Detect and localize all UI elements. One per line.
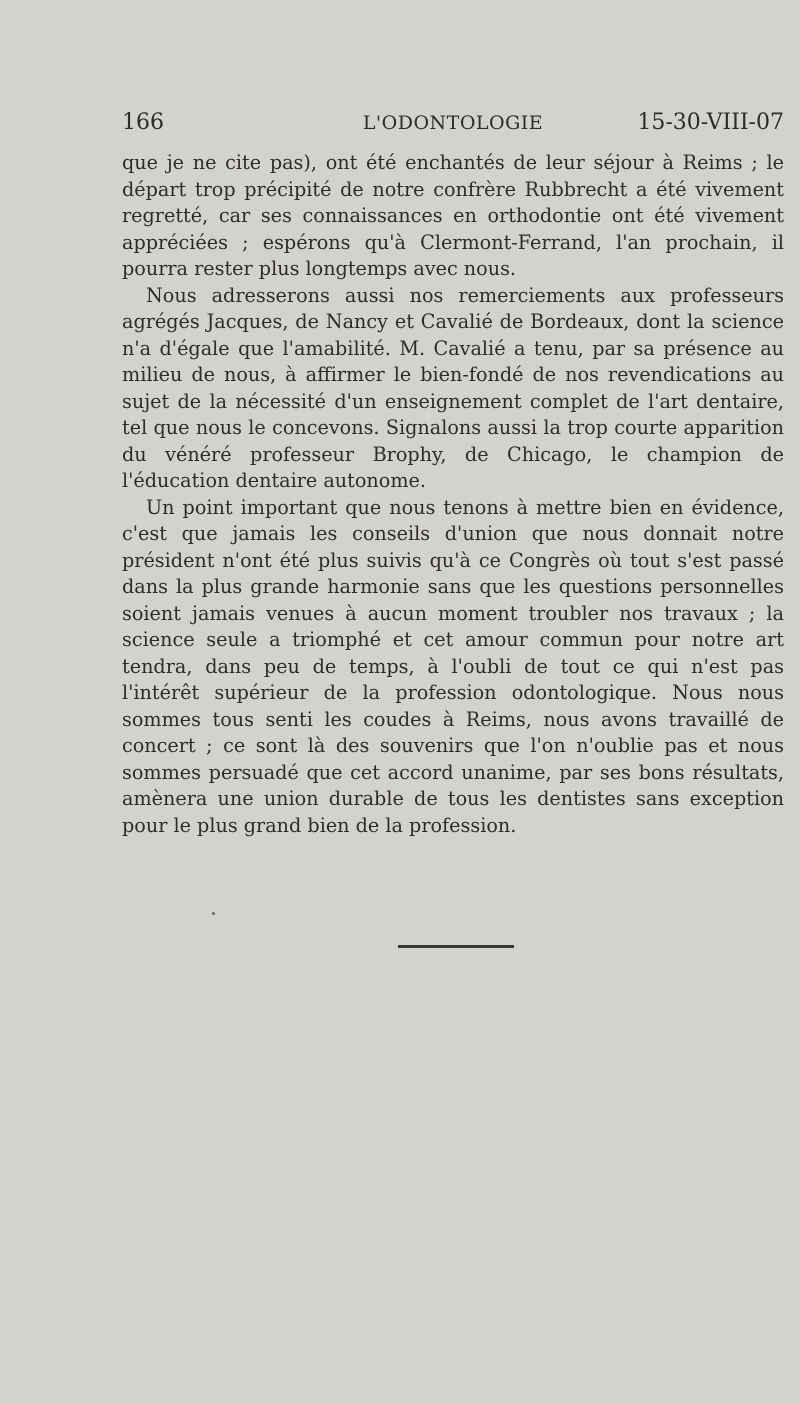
ink-speck xyxy=(212,912,215,915)
paragraph-1: que je ne cite pas), ont été enchantés de leur séjour à Reims ; le départ trop précipité de notre confrère Rubbrecht a été vivement regretté, car ses connaissances en orthodontie ont été vivement appréciées ; espérons qu'à Clermont-Ferrand, l'an prochain, il pourra rester plus longtemps avec nous. xyxy=(122,151,784,280)
issue-date: 15-30-VIII-07 xyxy=(637,110,784,135)
section-end-rule xyxy=(398,945,514,948)
page-number: 166 xyxy=(122,110,164,135)
running-title: L'ODONTOLOGIE xyxy=(362,112,544,134)
running-header xyxy=(122,110,784,140)
paragraph-3: Un point important que nous tenons à mettre bien en évidence, c'est que jamais les conseils d'union que nous donnait notre président n'ont été plus suivis qu'à ce Congrès où tout s'est passé dans la plus grande harmonie sans que les questions personnelles soient jamais venues à aucun moment troubler nos travaux ; la science seule a triomphé et cet amour commun pour notre art tendra, dans peu de temps, à l'oubli de tout ce qui n'est pas l'intérêt supérieur de la profession odontologique. Nous nous sommes tous senti les coudes à Reims, nous avons travaillé de concert ; ce sont là des souvenirs que l'on n'oublie pas et nous sommes persuadé que cet accord unanime, par ses bons résultats, amènera une union durable de tous les dentistes sans exception pour le plus grand bien de la profession. xyxy=(122,495,784,837)
body-text xyxy=(122,150,784,839)
paragraph-2: Nous adresserons aussi nos remerciements aux professeurs agrégés Jacques, de Nancy et Cavalié de Bordeaux, dont la science n'a d'égale que l'amabilité. M. Cavalié a tenu, par sa présence au milieu de nous, à affirmer le bien-fondé de nos revendications au sujet de la nécessité d'un enseignement complet de l'art dentaire, tel que nous le concevons. Signalons aussi la trop courte apparition du vénéré professeur Brophy, de Chicago, le champion de l'éducation dentaire autonome. xyxy=(122,283,784,492)
